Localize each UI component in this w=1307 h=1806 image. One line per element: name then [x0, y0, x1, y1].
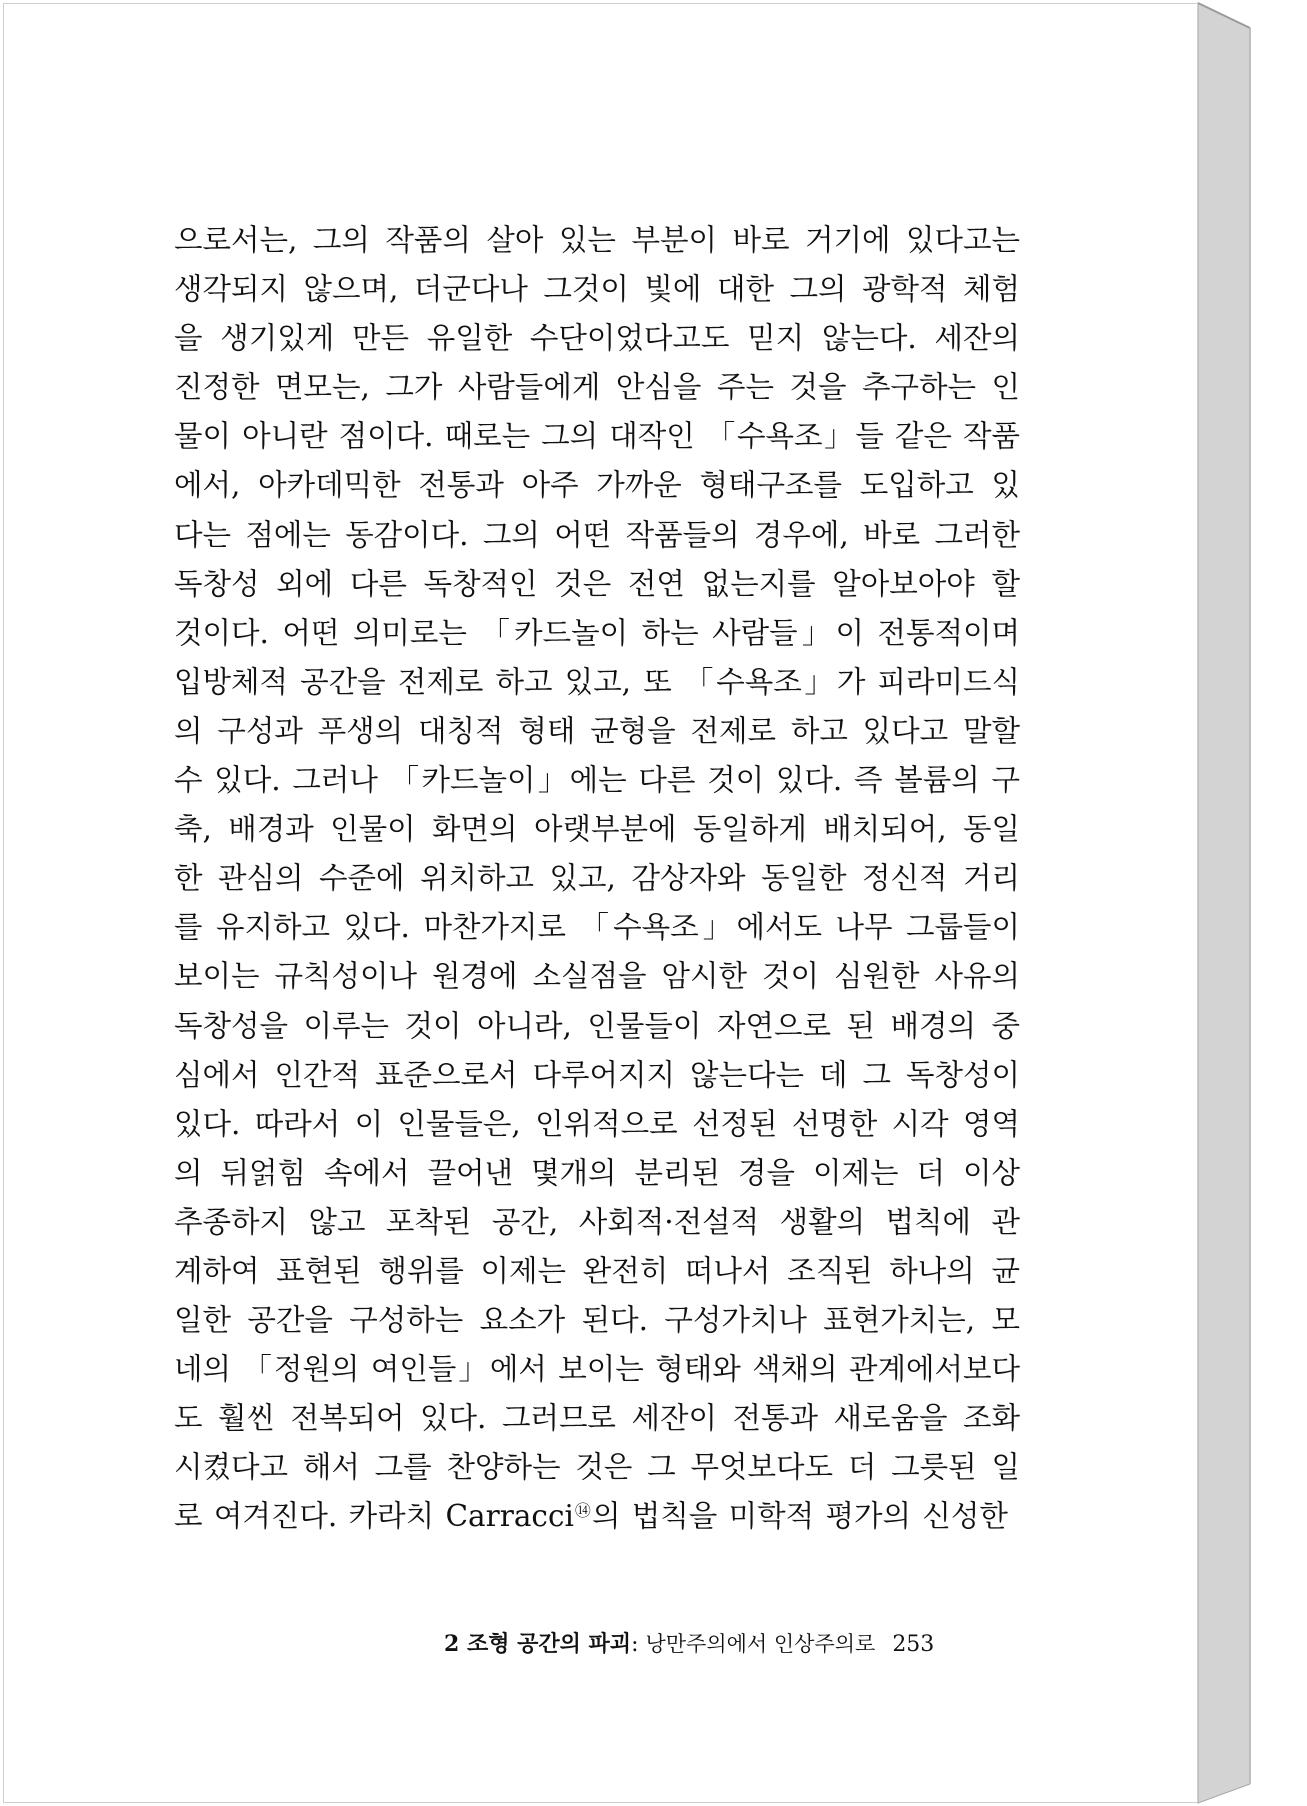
- text-line: 것이다. 어떤 의미로는 「카드놀이 하는 사람들」이 전통적이며: [174, 615, 1020, 650]
- footnote-mark: ⑭: [574, 1501, 591, 1521]
- text-line: 수 있다. 그러나 「카드놀이」에는 다른 것이 있다. 즉 볼륨의 구: [174, 763, 1020, 798]
- text-line: 생각되지 않으며, 더군다나 그것이 빛에 대한 그의 광학적 체험: [174, 272, 1020, 307]
- text-line: 을 생기있게 만든 유일한 수단이었다고도 믿지 않는다. 세잔의: [174, 321, 1020, 356]
- running-foot-chapter: 2 조형 공간의 파괴: [444, 1631, 632, 1657]
- text-line-last-end: 의 법칙을 미학적 평가의 신성한: [591, 1499, 1008, 1534]
- text-line: 보이는 규칙성이나 원경에 소실점을 암시한 것이 심원한 사유의: [174, 959, 1020, 994]
- text-line: 입방체적 공간을 전제로 하고 있고, 또 「수욕조」가 피라미드식: [174, 664, 1020, 699]
- page-number: 253: [892, 1632, 935, 1657]
- book-page: [3, 3, 1198, 1803]
- text-line: 으로서는, 그의 작품의 살아 있는 부분이 바로 거기에 있다고는: [174, 223, 1020, 257]
- text-line: 네의 「정원의 여인들」에서 보이는 형태와 색채의 관계에서보다: [174, 1352, 1020, 1387]
- text-line: 계하여 표현된 행위를 이제는 완전히 떠나서 조직된 하나의 균: [174, 1253, 1020, 1288]
- text-line: 시켰다고 해서 그를 찬양하는 것은 그 무엇보다도 더 그릇된 일: [174, 1450, 1020, 1485]
- text-line: 를 유지하고 있다. 마찬가지로 「수욕조」에서도 나무 그룹들이: [174, 910, 1020, 945]
- text-line: 한 관심의 수준에 위치하고 있고, 감상자와 동일한 정신적 거리: [174, 861, 1020, 896]
- body-text: [174, 216, 1020, 1542]
- text-line: 독창성 외에 다른 독창적인 것은 전연 없는지를 알아보아야 할: [174, 566, 1020, 601]
- text-line-last-start: 로 여겨진다. 카라치 Carracci: [174, 1499, 574, 1534]
- text-line: 독창성을 이루는 것이 아니라, 인물들이 자연으로 된 배경의 중: [174, 1008, 1020, 1043]
- text-line: 물이 아니란 점이다. 때로는 그의 대작인 「수욕조」들 같은 작품: [174, 419, 1020, 454]
- text-line: 다는 점에는 동감이다. 그의 어떤 작품들의 경우에, 바로 그러한: [174, 517, 1020, 552]
- text-line: 일한 공간을 구성하는 요소가 된다. 구성가치나 표현가치는, 모: [174, 1303, 1020, 1338]
- text-line: 있다. 따라서 이 인물들은, 인위적으로 선정된 선명한 시각 영역: [174, 1106, 1020, 1141]
- text-line-last: [174, 1492, 1020, 1541]
- text-line: 진정한 면모는, 그가 사람들에게 안심을 주는 것을 추구하는 인: [174, 370, 1020, 405]
- text-line: 축, 배경과 인물이 화면의 아랫부분에 동일하게 배치되어, 동일: [174, 812, 1020, 847]
- running-foot-subtitle: 낭만주의에서 인상주의로: [645, 1632, 876, 1656]
- text-line: 추종하지 않고 포착된 공간, 사회적·전설적 생활의 법칙에 관: [174, 1204, 1020, 1239]
- text-line: 에서, 아카데믹한 전통과 아주 가까운 형태구조를 도입하고 있: [174, 468, 1020, 503]
- running-foot: [444, 1624, 1004, 1664]
- text-line: 의 뒤얽힘 속에서 끌어낸 몇개의 분리된 경을 이제는 더 이상: [174, 1155, 1020, 1190]
- running-foot-separator: :: [631, 1632, 639, 1657]
- text-line: 심에서 인간적 표준으로서 다루어지지 않는다는 데 그 독창성이: [174, 1057, 1020, 1092]
- text-line: 도 훨씬 전복되어 있다. 그러므로 세잔이 전통과 새로움을 조화: [174, 1401, 1020, 1436]
- text-line: 의 구성과 푸생의 대칭적 형태 균형을 전제로 하고 있다고 말할: [174, 713, 1020, 748]
